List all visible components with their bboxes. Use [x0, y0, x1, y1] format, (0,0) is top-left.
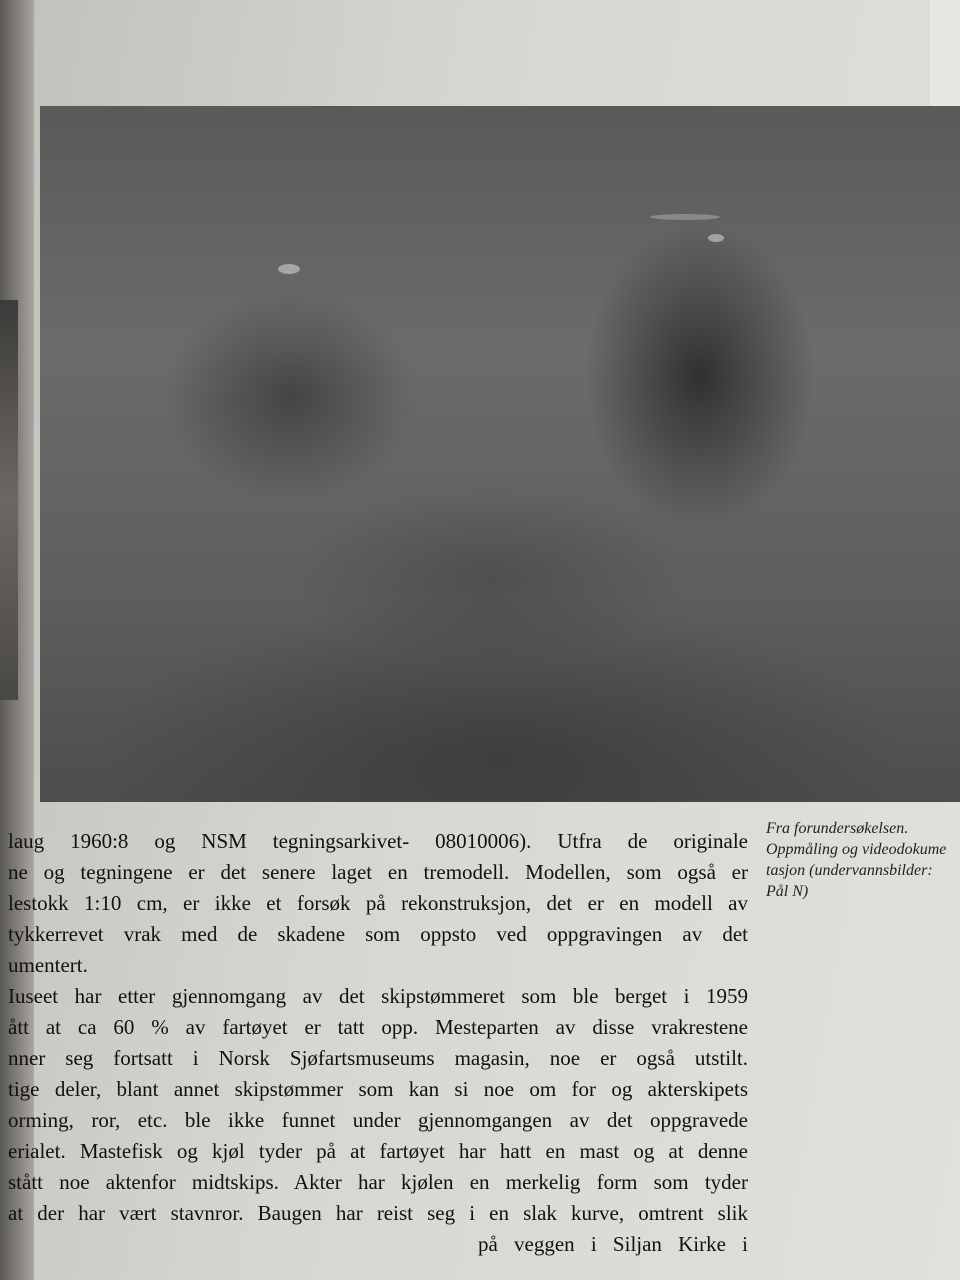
caption-line: Oppmåling og videodokume [766, 841, 947, 858]
caption-line: tasjon (undervannsbilder: [766, 862, 933, 879]
text-line: på veggen i Siljan Kirke i [478, 1232, 748, 1256]
text-line: stått noe aktenfor midtskips. Akter har kjølen en merkelig form som tyder [8, 1170, 748, 1194]
diver-lamp-highlight [278, 264, 300, 274]
text-line: lestokk 1:10 cm, er ikke et forsøk på rekonstruksjon, det er en modell av [8, 891, 748, 915]
text-line: laug 1960:8 og NSM tegningsarkivet- 08010006). Utfra de originale [8, 829, 748, 853]
caption-line: Pål N) [766, 883, 809, 900]
diver-lamp-highlight [708, 234, 724, 242]
text-line: tige deler, blant annet skipstømmer som kan si noe om for og akterskipets [8, 1077, 748, 1101]
text-line: tykkerrevet vrak med de skadene som oppsto ved oppgravingen av det [8, 922, 748, 946]
underwater-photo [40, 106, 960, 802]
page-margin [930, 0, 960, 110]
diver-lamp-highlight [650, 214, 720, 220]
text-line: ått at ca 60 % av fartøyet er tatt opp. Mesteparten av disse vrakrestene [8, 1015, 748, 1039]
photo-caption [766, 818, 960, 902]
text-line: ne og tegningene er det senere laget en tremodell. Modellen, som også er [8, 860, 748, 884]
text-line: umentert. [8, 953, 88, 977]
caption-line: Fra forundersøkelsen. [766, 820, 909, 837]
text-line: at der har vært stavnror. Baugen har reist seg i en slak kurve, omtrent slik [8, 1201, 748, 1225]
text-line: orming, ror, etc. ble ikke funnet under gjennomgangen av det oppgravede [8, 1108, 748, 1132]
text-line: erialet. Mastefisk og kjøl tyder på at fartøyet har hatt en mast og at denne [8, 1139, 748, 1163]
body-text [8, 826, 756, 1260]
left-page-photo-strip [0, 300, 18, 700]
text-line: Iuseet har etter gjennomgang av det skipstømmeret som ble berget i 1959 [8, 984, 748, 1008]
text-line: nner seg fortsatt i Norsk Sjøfartsmuseums magasin, noe er også utstilt. [8, 1046, 748, 1070]
